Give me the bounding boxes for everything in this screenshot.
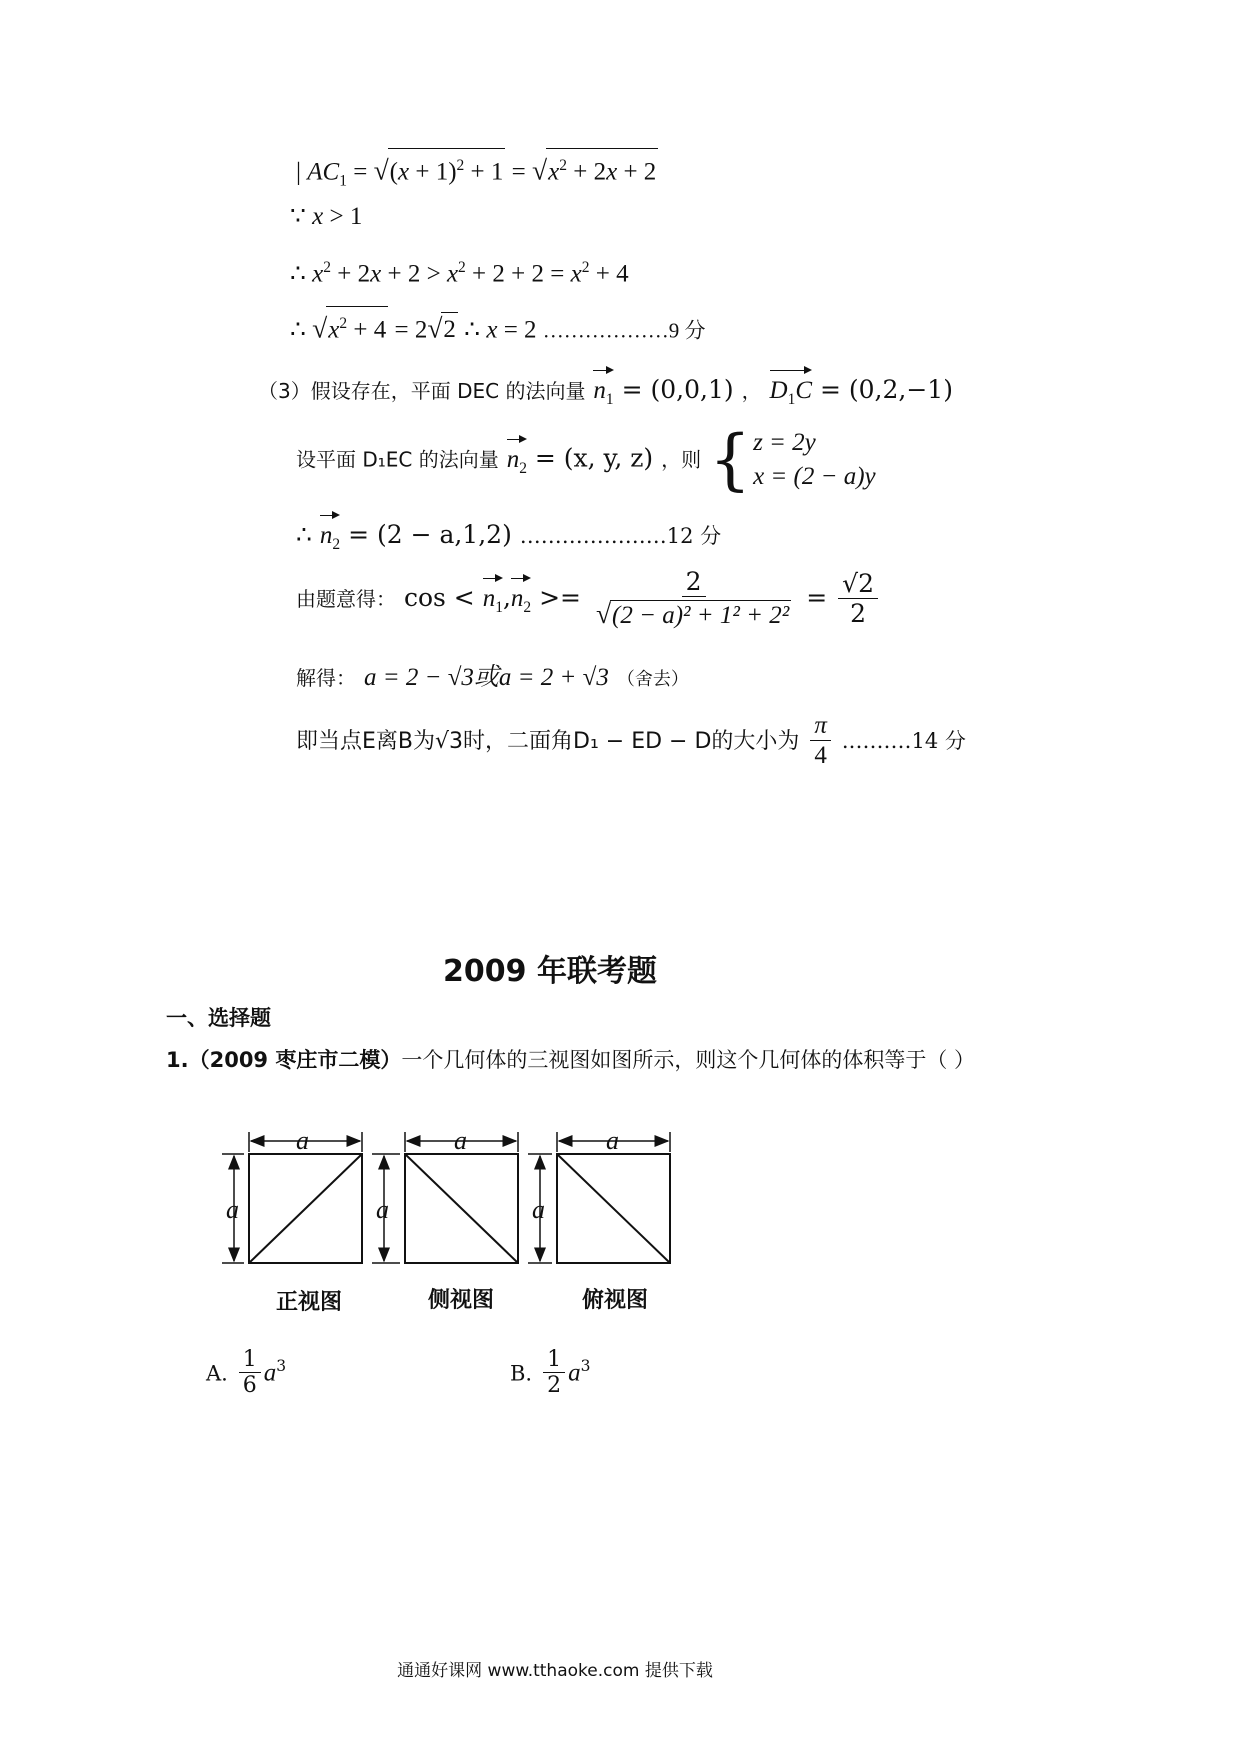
question-number: 1. bbox=[166, 1048, 189, 1072]
front-height-label: a bbox=[226, 1195, 239, 1224]
n1-value: = (0,0,1) bbox=[621, 375, 734, 404]
side-height-label: a bbox=[376, 1195, 389, 1224]
condition-x-gt-1: ∵ x > 1 bbox=[290, 203, 363, 230]
vector-d1c: $D_1C$ bbox=[770, 368, 813, 417]
part3-line: （3）假设存在，平面 DEC 的法向量 $n_1 = (0,0,1)$ ， $D_1C = (0,2,-1)$ bbox=[258, 368, 953, 417]
equation-ac1: | $AC_1 = √(x + 1)^2 + 1 = √x^2 + 2x + 2$ bbox=[296, 148, 658, 198]
top-height-label: a bbox=[532, 1195, 545, 1224]
equation-system: { z = 2y x = (2 − a)y bbox=[709, 421, 876, 498]
pi-over-4: $\frac{\pi}{4}$ bbox=[810, 712, 831, 771]
d1c-value: = (0,2,−1) bbox=[819, 375, 953, 404]
conclusion-line: 即当点E离B为√3时，二面角D₁ − ED − D的大小为 $\frac{\pi}{4}$ .………14 分 bbox=[296, 712, 966, 769]
caption-top-view: 俯视图 bbox=[582, 1288, 649, 1313]
score-mark-12: …………………12 分 bbox=[519, 524, 722, 548]
top-view bbox=[528, 1132, 670, 1263]
score-mark-14: .………14 分 bbox=[841, 728, 966, 753]
caption-front-view: 正视图 bbox=[276, 1290, 343, 1315]
score-mark-9: ………………9 分 bbox=[542, 318, 706, 343]
section-heading: 一、选择题 bbox=[166, 1006, 271, 1030]
n2-result-line: ∴ $n_2 = (2 - a,1,2)$ …………………12 分 bbox=[296, 513, 721, 562]
question-source: （2009 枣庄市二模） bbox=[188, 1048, 402, 1072]
cosine-line: 由题意得： $\cos < n_1,n_2$ >= $\frac{2}{\text{√(2 − a)² + 1² + 2²}}$ = $\frac{√2}{2}$ bbox=[296, 568, 881, 631]
side-width-label: a bbox=[454, 1126, 467, 1155]
solve-a-line: 解得： a = 2 − √3或a = 2 + √3 （舍去） bbox=[296, 664, 689, 691]
solve-x-line: ∴ $√x^2 + 4 = 2√2$ ∴ x = 2 ………………9 分 bbox=[290, 306, 706, 347]
normal-vector-line: 设平面 D₁EC 的法向量 $n_2 = (x$, y, z) ，则 { z = 2y x = (2 − a)y bbox=[296, 421, 876, 498]
vector-n2: $n_2$ bbox=[507, 437, 527, 486]
section-title: 2009 年联考题 bbox=[443, 954, 657, 989]
side-view bbox=[372, 1132, 518, 1263]
option-b: B. $\frac{1}{2}$ $a^3$ bbox=[510, 1347, 591, 1399]
sqrt2-over-2: $\frac{√2}{2}$ bbox=[838, 570, 878, 629]
option-a: A. $\frac{1}{6}$ $a^3$ bbox=[206, 1347, 287, 1399]
top-width-label: a bbox=[606, 1126, 619, 1155]
cosine-fraction: $\frac{2}{\text{√(2 − a)² + 1² + 2²}}$ bbox=[595, 567, 790, 629]
caption-side-view: 侧视图 bbox=[428, 1288, 495, 1313]
question-1 bbox=[166, 1044, 975, 1074]
front-view bbox=[222, 1132, 362, 1263]
page-footer: 通通好课网 www.tthaoke.com 提供下载 bbox=[397, 1661, 713, 1681]
inequality-line: ∴ $x^2 + 2x + 2 > x^2 + 2 + 2 = x^2 + 4$ bbox=[290, 259, 629, 288]
vector-n1: $n_1$ bbox=[593, 368, 613, 417]
part3-prefix: （3）假设存在，平面 DEC 的法向量 bbox=[258, 379, 586, 403]
front-width-label: a bbox=[296, 1126, 309, 1155]
three-view-figure bbox=[212, 1122, 692, 1272]
question-text: 一个几何体的三视图如图所示，则这个几何体的体积等于（ ） bbox=[401, 1048, 976, 1072]
